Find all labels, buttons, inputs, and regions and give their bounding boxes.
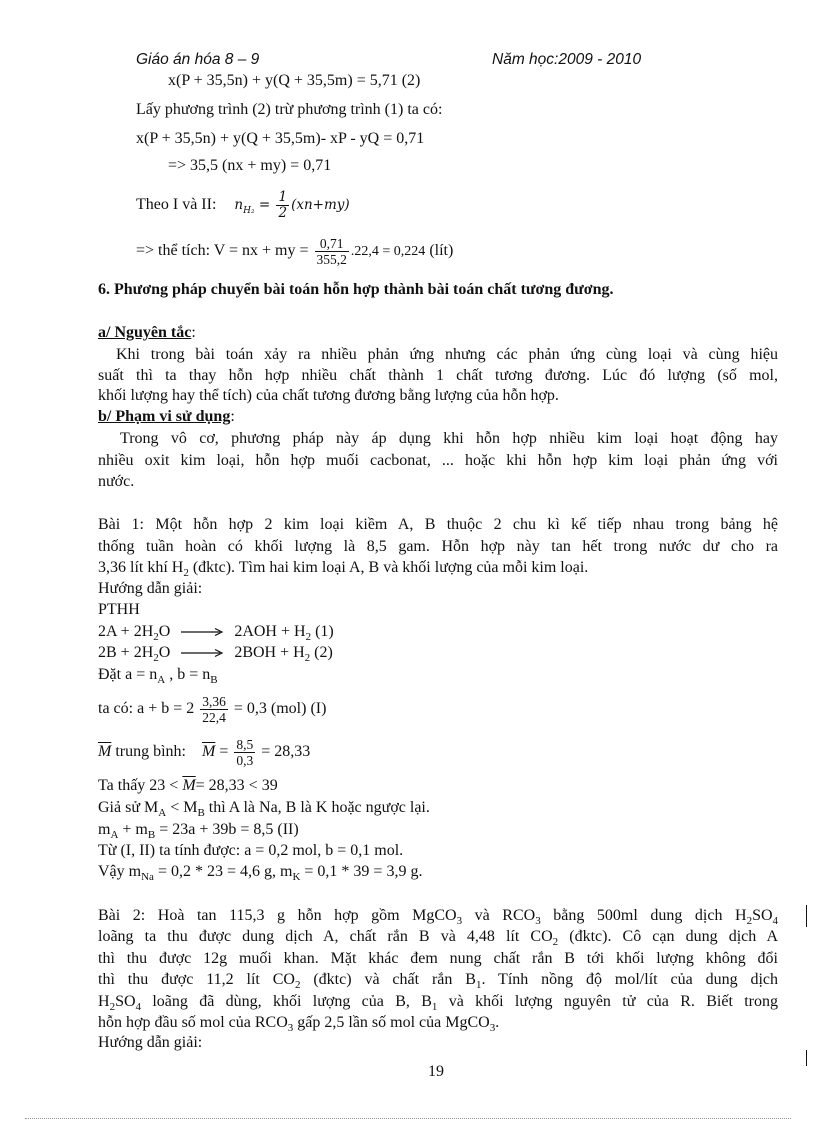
heading-b: b/ Phạm vi sử dụng:: [98, 408, 235, 425]
equation-I: ta có: a + b = 2 $\frac{3,36}{22,4}$ = 0,3 (mol) (I): [98, 694, 327, 725]
reaction-arrow: [180, 648, 224, 658]
theo-line: [136, 190, 350, 221]
solve-result: Từ (I, II) ta tính được: a = 0,2 mol, b = 0,1 mol.: [98, 842, 404, 859]
bai2-guide: Hướng dẫn giải:: [98, 1034, 203, 1051]
assumption: Giả sử $M_A < M_B$ thì A là Na, B là K hoặc ngược lại.: [98, 799, 430, 819]
volume-text: => thể tích: V = nx + my =: [136, 242, 309, 260]
page-number: 19: [428, 1063, 444, 1080]
margin-mark: [806, 905, 807, 927]
bai1-line-3: 3,36 lít khí $H_2$ (đktc). Tìm hai kim loại A, B và khối lượng của mỗi kim loại.: [98, 559, 589, 579]
bai2-line-3: thì thu được 12g muối khan. Mặt khác đem nung chất rắn B tới khối lượng không đổi: [98, 950, 778, 967]
margin-mark: [806, 1050, 807, 1066]
reaction-1: $2A + 2H_2O$ $2AOH + H_2$ (1): [98, 623, 334, 643]
bai1-line-1: Bài 1: Một hỗn hợp 2 kim loại kiềm A, B thuộc 2 chu kì kế tiếp nhau trong bảng hệ: [98, 516, 778, 533]
volume-unit: (lít): [429, 242, 454, 260]
b-line-3: nước.: [98, 473, 135, 490]
bai2-line-6: hỗn hợp đầu số mol của $RCO_3$ gấp 2,5 lần số mol của MgCO$_3$.: [98, 1014, 500, 1034]
section-6-title: 6. Phương pháp chuyển bài toán hỗn hợp thành bài toán chất tương đương.: [98, 281, 614, 298]
a-line-1: Khi trong bài toán xảy ra nhiều phản ứng nhưng các phản ứng cùng loại và cùng hiệu: [116, 346, 778, 363]
bai1-guide: Hướng dẫn giải:: [98, 580, 203, 597]
reaction-2: $2B + 2H_2O$ $2BOH + H_2$ (2): [98, 644, 333, 664]
equation-difference: x(P + 35,5n) + y(Q + 35,5m)- xP - yQ = 0,71: [136, 130, 425, 147]
b-line-2: nhiều oxit kim loại, hỗn hợp muối cacbonat, ... hoặc khi hỗn hợp kim loại phản ứng với: [98, 452, 778, 469]
text-subtract: Lấy phương trình (2) trừ phương trình (1) ta có:: [136, 101, 443, 118]
comparison: Ta thấy 23 < M= 28,33 < 39: [98, 777, 278, 794]
nh2-symbol: n: [234, 197, 244, 213]
fraction-mol: $\frac{3,36}{22,4}$: [202, 694, 226, 725]
average-mass: M trung bình: M = $\frac{8,5}{0,3}$ = 28,33: [98, 737, 311, 768]
header-left: Giáo án hóa 8 – 9: [136, 51, 260, 68]
header-right: Năm học:2009 - 2010: [492, 51, 642, 68]
bai2-line-2: loãng ta thu được dung dịch A, chất rắn B và 4,48 lít $CO_2$ (đktc). Cô cạn dung dịch A: [98, 928, 779, 948]
equation-result: => 35,5 (nx + my) = 0,71: [168, 157, 332, 174]
set-variables: Đặt $a = n_A$ , $b = n_B$: [98, 666, 218, 686]
equation-2: x(P + 35,5n) + y(Q + 35,5m) = 5,71 (2): [168, 72, 421, 89]
nh2-equals: =: [258, 197, 271, 213]
bai2-line-5: $H_2SO_4$ loãng đã dùng, khối lượng của B, $B_1$ và khối lượng nguyên tử của R. Biết trong: [98, 993, 779, 1013]
final-masses: Vậy $m_{Na} = 0,2 * 23 = 4,6$ g, $m_K = 0,1 * 39 = 3,9$ g.: [98, 863, 423, 883]
theo-text: Theo I và II:: [136, 196, 217, 213]
volume-line: [136, 236, 453, 267]
bai2-line-1: Bài 2: Hoà tan 115,3 g hỗn hợp gồm MgCO$_3$ và $RCO_3$ bằng 500ml dung dịch $H_2SO_4$: [98, 907, 779, 927]
nh2-subscript: H₂: [243, 206, 255, 216]
bai1-pthh: PTHH: [98, 601, 140, 618]
b-line-1: Trong vô cơ, phương pháp này áp dụng khi hỗn hợp nhiều kim loại hoạt động hay: [120, 430, 778, 447]
fraction-average: $\frac{8,5}{0,3}$: [236, 737, 254, 768]
bai2-line-4: thì thu được 11,2 lít $CO_2$ (đktc) và chất rắn $B_1$. Tính nồng độ mol/lít của dung dịch: [98, 971, 778, 991]
a-line-3: khối lượng hay thể tích) của chất tương đương bằng lượng của hỗn hợp.: [98, 387, 559, 404]
fraction-half: $\frac{1}{2}$: [278, 189, 288, 221]
page-bottom-border: [25, 1118, 791, 1119]
reaction-arrow: [180, 627, 224, 637]
heading-a: a/ Nguyên tắc:: [98, 324, 196, 341]
equation-II: $m_A + m_B = 23a + 39b = 8,5$ (II): [98, 821, 299, 841]
a-line-2: suất thì ta thay hỗn hợp nhiều chất thành 1 chất tương đương. Lúc đó lượng (số mol,: [98, 367, 778, 384]
fraction-volume: $\frac{0,71}{355,2}$: [316, 236, 347, 267]
bai1-line-2: thống tuần hoàn có khối lượng là 8,5 gam. Hỗn hợp này tan hết trong nước dư cho ra: [98, 538, 778, 555]
volume-tail: .22,4 = 0,224: [350, 244, 426, 260]
nh2-rhs: (xn+my): [291, 197, 350, 213]
